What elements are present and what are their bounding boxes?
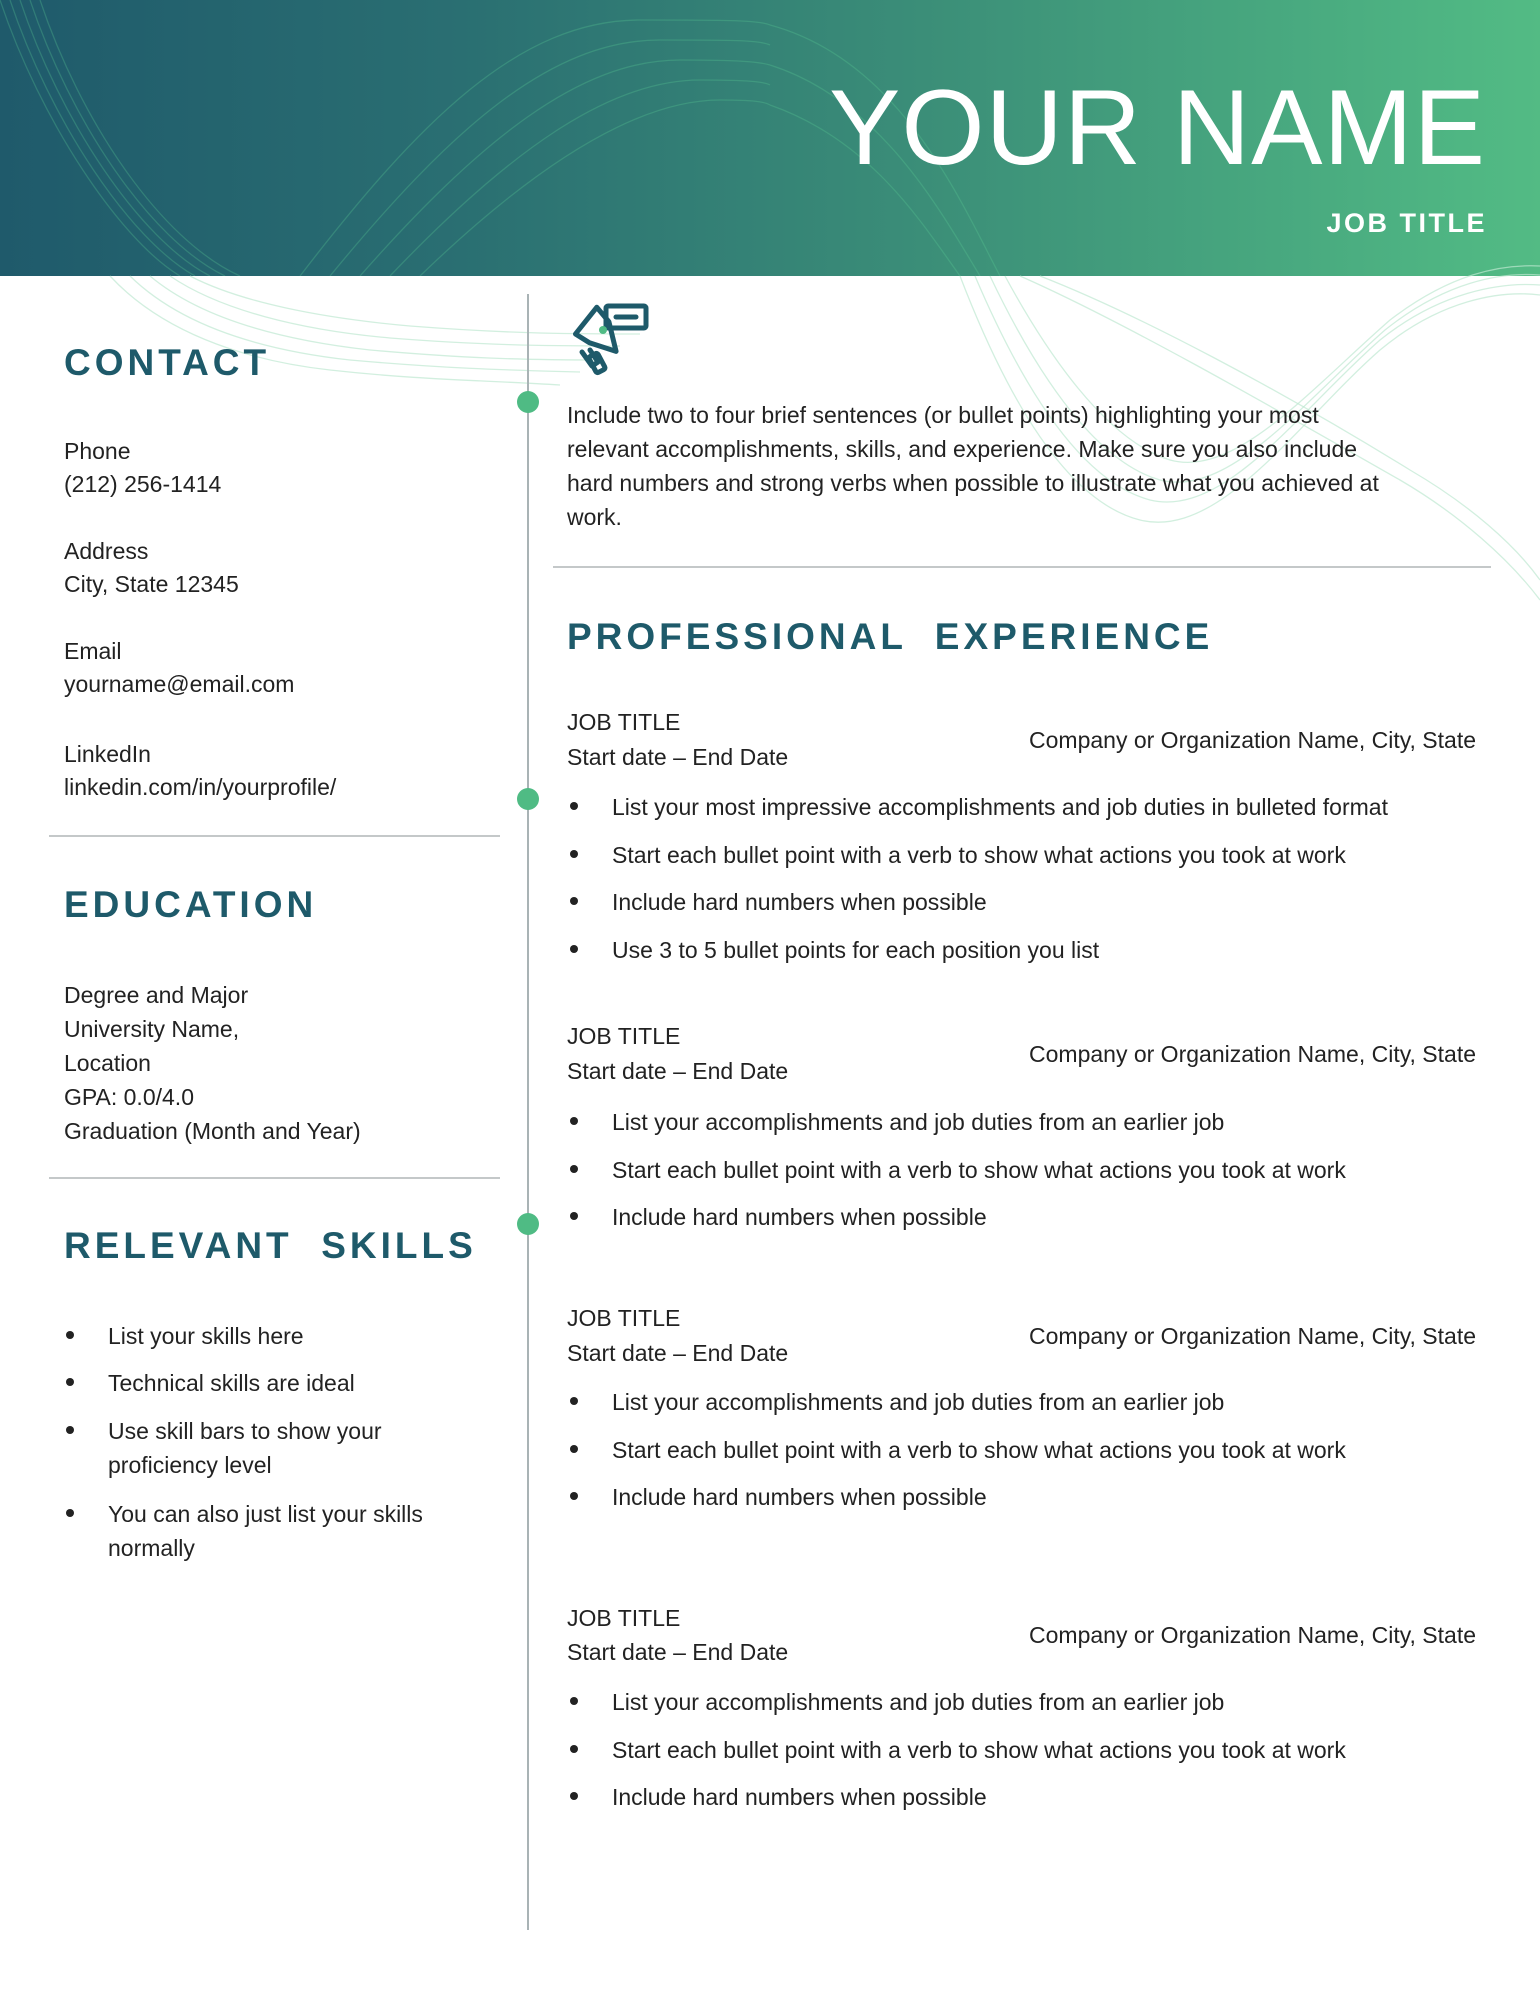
job-dates: Start date – End Date	[567, 1639, 789, 1665]
skills-heading: RELEVANT SKILLS	[64, 1225, 477, 1266]
main-divider	[553, 566, 1491, 568]
job-bullet: List your accomplishments and job duties from an earlier job	[612, 1109, 1225, 1135]
job-bullet: List your accomplishments and job duties from an earlier job	[612, 1689, 1225, 1715]
job-company: Company or Organization Name, City, State	[1029, 1622, 1476, 1648]
contact-email-label: Email	[64, 638, 122, 664]
bullet-icon	[570, 1117, 578, 1125]
summary-text-line: hard numbers and strong verbs when possible to illustrate what you achieved at	[567, 470, 1379, 496]
candidate-name: YOUR NAME	[828, 67, 1486, 187]
contact-address-label: Address	[64, 538, 149, 564]
candidate-job-title: JOB TITLE	[1326, 208, 1487, 238]
bullet-icon	[570, 1792, 578, 1800]
education-graduation: Graduation (Month and Year)	[64, 1118, 361, 1144]
bullet-icon	[570, 1165, 578, 1173]
contact-phone-value[interactable]: (212) 256-1414	[64, 471, 222, 497]
education-location: Location	[64, 1050, 151, 1076]
job-bullet: List your most impressive accomplishments and job duties in bulleted format	[612, 794, 1388, 820]
summary-text-line: work.	[567, 504, 622, 530]
contact-heading: CONTACT	[64, 342, 271, 383]
timeline-dot-job	[517, 1213, 539, 1235]
contact-linkedin-value[interactable]: linkedin.com/in/yourprofile/	[64, 774, 337, 800]
megaphone-icon	[572, 300, 650, 378]
job-company: Company or Organization Name, City, State	[1029, 1323, 1476, 1349]
skill-item-continued: normally	[108, 1535, 195, 1561]
bullet-icon	[570, 897, 578, 905]
bullet-icon	[570, 850, 578, 858]
timeline-dot-summary	[517, 391, 539, 413]
job-bullet: Start each bullet point with a verb to show what actions you took at work	[612, 1737, 1346, 1763]
education-degree: Degree and Major	[64, 982, 249, 1008]
job-title: JOB TITLE	[567, 1305, 681, 1331]
bullet-icon	[66, 1426, 74, 1434]
skill-item: List your skills here	[108, 1323, 304, 1349]
job-title: JOB TITLE	[567, 1023, 681, 1049]
education-university: University Name,	[64, 1016, 240, 1042]
contact-linkedin-label: LinkedIn	[64, 741, 151, 767]
job-bullet: Include hard numbers when possible	[612, 1484, 987, 1510]
skill-item-continued: proficiency level	[108, 1452, 272, 1478]
job-bullet: Use 3 to 5 bullet points for each position you list	[612, 937, 1100, 963]
job-company: Company or Organization Name, City, State	[1029, 1041, 1476, 1067]
sidebar-divider	[49, 1177, 500, 1179]
job-title: JOB TITLE	[567, 709, 681, 735]
bullet-icon	[570, 1492, 578, 1500]
job-dates: Start date – End Date	[567, 744, 789, 770]
bullet-icon	[66, 1331, 74, 1339]
contact-email-value[interactable]: yourname@email.com	[64, 671, 295, 697]
job-title: JOB TITLE	[567, 1605, 681, 1631]
job-bullet: Start each bullet point with a verb to show what actions you took at work	[612, 842, 1346, 868]
job-bullet: Start each bullet point with a verb to show what actions you took at work	[612, 1157, 1346, 1183]
bullet-icon	[66, 1509, 74, 1517]
job-company: Company or Organization Name, City, State	[1029, 727, 1476, 753]
contact-phone-label: Phone	[64, 438, 131, 464]
job-bullet: Include hard numbers when possible	[612, 1204, 987, 1230]
bullet-icon	[570, 1397, 578, 1405]
job-bullet: Include hard numbers when possible	[612, 889, 987, 915]
skill-item: Use skill bars to show your	[108, 1418, 382, 1444]
job-dates: Start date – End Date	[567, 1340, 789, 1366]
sidebar-divider	[49, 835, 500, 837]
timeline-divider	[527, 294, 529, 1930]
job-dates: Start date – End Date	[567, 1058, 789, 1084]
bullet-icon	[570, 1745, 578, 1753]
bullet-icon	[570, 802, 578, 810]
bullet-icon	[570, 945, 578, 953]
education-heading: EDUCATION	[64, 884, 318, 925]
bullet-icon	[570, 1445, 578, 1453]
contact-address-value: City, State 12345	[64, 571, 239, 597]
education-gpa: GPA: 0.0/4.0	[64, 1084, 194, 1110]
job-bullet: Include hard numbers when possible	[612, 1784, 987, 1810]
skill-item: Technical skills are ideal	[108, 1370, 355, 1396]
skill-item: You can also just list your skills	[108, 1501, 423, 1527]
bullet-icon	[570, 1212, 578, 1220]
bullet-icon	[570, 1697, 578, 1705]
job-bullet: Start each bullet point with a verb to show what actions you took at work	[612, 1437, 1346, 1463]
summary-text-line: relevant accomplishments, skills, and experience. Make sure you also include	[567, 436, 1358, 462]
experience-heading: PROFESSIONAL EXPERIENCE	[567, 616, 1214, 657]
job-bullet: List your accomplishments and job duties from an earlier job	[612, 1389, 1225, 1415]
summary-text-line: Include two to four brief sentences (or bullet points) highlighting your most	[567, 402, 1319, 428]
timeline-dot-experience	[517, 788, 539, 810]
bullet-icon	[66, 1378, 74, 1386]
